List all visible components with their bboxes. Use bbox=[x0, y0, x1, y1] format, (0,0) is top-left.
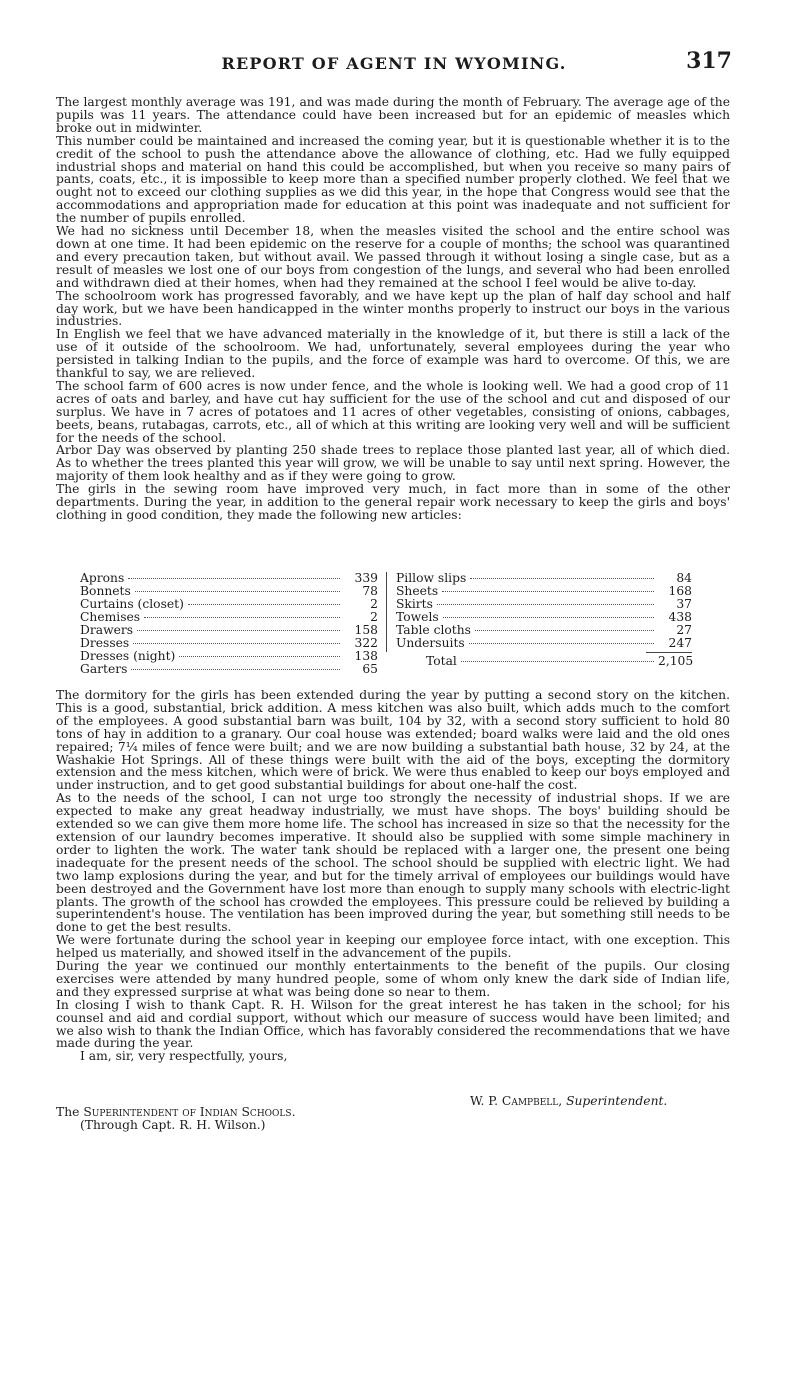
leader-dots bbox=[179, 656, 340, 657]
paragraph: As to the needs of the school, I can not urge too strongly the necessity of industrial shops. If we are expected to make any great headway industrially, we must have shops. The boys' building should be extended so we can give them more home life. The school has increased in size so that the necessity for the extension of our laundry becomes imperative. It should also be supplied with some simple machinery in order to lighten the work. The water tank should be replaced with a larger one, the present one being inadequate for the present needs of the school. The school should be supplied with electric light. We had two lamp explosions during the year, and but for the timely arrival of employees our buildings would have been destroyed and the Government have lost more than enough to supply many schools with electric-light plants. The growth of the school has crowded the employees. This pressure could be relieved by building a superintendent's house. The ventilation has been improved during the year, but something still needs to be done to get the best results. bbox=[56, 791, 730, 935]
paragraph: We had no sickness until December 18, when the measles visited the school and the entire school was down at one time. It had been epidemic on the reserve for a couple of months; the school was quarantined and every precaution taken, but without avail. We passed through it without losing a single case, but as a result of measles we lost one of our boys from congestion of the lungs, and several who had been enrolled and withdrawn died at their homes, when had they remained at the school I feel would be alive to-day. bbox=[56, 224, 730, 290]
article-count: 27 bbox=[676, 623, 692, 637]
leader-dots bbox=[133, 643, 340, 644]
signatory-title: Superintendent. bbox=[566, 1094, 668, 1108]
article-name: Table cloths bbox=[396, 623, 471, 637]
leader-dots bbox=[128, 578, 340, 579]
signatory-name: W. P. Campbell, bbox=[470, 1094, 563, 1108]
body-text-bottom bbox=[56, 689, 730, 1063]
article-count: 84 bbox=[676, 571, 692, 585]
page-number: 317 bbox=[686, 48, 732, 74]
paragraph: The school farm of 600 acres is now under fence, and the whole is looking well. We had a good crop of 11 acres of oats and barley, and have cut hay sufficient for the use of the school and cut and disposed of our surplus. We have in 7 acres of potatoes and 11 acres of other vegetables, consisting of onions, cabbages, beets, beans, rutabagas, carrots, etc., all of which at this writing are looking very well and will be sufficient for the needs of the school. bbox=[56, 378, 730, 445]
body-text-top bbox=[56, 96, 730, 522]
leader-dots bbox=[144, 617, 340, 618]
paragraph: During the year we continued our monthly entertainments to the benefit of the pupils. Our closing exercises were attended by many hundred people, some of whom only knew the dark side of Indian life, and they expressed surprise at what was being done so near to them. bbox=[56, 959, 730, 999]
leader-dots bbox=[437, 604, 654, 605]
table-row bbox=[396, 585, 692, 598]
page-header bbox=[56, 48, 732, 78]
article-count: 65 bbox=[362, 662, 378, 676]
article-count: 2 bbox=[370, 597, 378, 611]
paragraph: The largest monthly average was 191, and was made during the month of February. The average age of the pupils was 11 years. The attendance could have been increased but for an epidemic of measles which broke out in midwinter. bbox=[56, 95, 730, 135]
leader-dots bbox=[188, 604, 340, 605]
articles-left-column bbox=[80, 572, 378, 676]
article-name: Sheets bbox=[396, 584, 439, 598]
leader-dots bbox=[442, 591, 654, 592]
table-row bbox=[396, 598, 692, 611]
article-count: 438 bbox=[668, 610, 692, 624]
total-value: 2,105 bbox=[658, 654, 694, 668]
article-name: Skirts bbox=[396, 597, 433, 611]
paragraph: The girls in the sewing room have improved very much, in fact more than in some of the other departments. During the year, in addition to the general repair work necessary to keep the girls and boys' clothing in good condition, they made the following new articles: bbox=[56, 482, 730, 522]
leader-dots bbox=[469, 643, 654, 644]
article-name: Undersuits bbox=[396, 636, 465, 650]
article-count: 168 bbox=[668, 584, 692, 598]
closing-salutation: I am, sir, very respectfully, yours, bbox=[80, 1049, 288, 1064]
addressee-prefix: The bbox=[56, 1105, 80, 1119]
articles-right-column bbox=[396, 572, 692, 668]
article-name: Aprons bbox=[80, 571, 125, 585]
article-name: Dresses (night) bbox=[80, 649, 176, 663]
article-count: 339 bbox=[354, 571, 378, 585]
total-label: Total bbox=[426, 654, 457, 668]
leader-dots bbox=[461, 661, 654, 662]
paragraph: The schoolroom work has progressed favorably, and we have kept up the plan of half day school and half day work, but we have been handicapped in the winter months properly to instruct our boys in the various industries. bbox=[56, 288, 730, 329]
total-row bbox=[396, 655, 692, 668]
table-row bbox=[396, 637, 692, 650]
article-count: 78 bbox=[362, 584, 378, 598]
addressee-block bbox=[56, 1106, 456, 1132]
leader-dots bbox=[443, 617, 654, 618]
articles-table bbox=[80, 572, 692, 680]
paragraph: In closing I wish to thank Capt. R. H. Wilson for the great interest he has taken in the school; for his counsel and aid and cordial support, without which our measure of success would have been limited; and we also wish to thank the Indian Office, which has favorably considered the recommendations that we have made during the year. bbox=[56, 997, 730, 1051]
leader-dots bbox=[470, 578, 654, 579]
article-name: Drawers bbox=[80, 623, 134, 637]
paragraph: In English we feel that we have advanced materially in the knowledge of it, but there is still a lack of the use of it outside of the schoolroom. We had, unfortunately, several employees during the year who persisted in talking Indian to the pupils, and the force of example was hard to overcome. Of this, we are thankful to say, we are relieved. bbox=[56, 327, 730, 381]
article-name: Dresses bbox=[80, 636, 130, 650]
article-count: 322 bbox=[354, 636, 378, 650]
leader-dots bbox=[137, 630, 340, 631]
paragraph: The dormitory for the girls has been extended during the year by putting a second story on the kitchen. This is a good, substantial, brick addition. A mess kitchen was also built, which adds much to the comfort of the employees. A good substantial barn was built, 104 by 32, with a second story sufficient to hold 80 tons of hay in addition to a granary. Our coal house was extended; board walks were laid and the old ones repaired; 7¼ miles of fence were built; and we are now building a substantial bath house, 32 by 24, at the Washakie Hot Springs. All of these things were built with the aid of the boys, excepting the dormitory extension and the mess kitchen, which were of brick. We were thus enabled to keep our boys employed and under instruction, and to get good substantial buildings for about one-half the cost. bbox=[56, 688, 730, 793]
article-name: Garters bbox=[80, 662, 128, 676]
article-name: Bonnets bbox=[80, 584, 131, 598]
signature-block bbox=[470, 1095, 770, 1108]
addressee-through: (Through Capt. R. H. Wilson.) bbox=[80, 1118, 266, 1132]
table-row bbox=[80, 663, 378, 676]
article-name: Curtains (closet) bbox=[80, 597, 184, 611]
article-count: 138 bbox=[354, 649, 378, 663]
addressee-office: Superintendent of Indian Schools. bbox=[83, 1105, 296, 1119]
total-rule bbox=[646, 652, 692, 653]
article-count: 2 bbox=[370, 610, 378, 624]
running-title: REPORT OF AGENT IN WYOMING. bbox=[221, 54, 567, 73]
paragraph: This number could be maintained and increased the coming year, but it is questionable whether it is to the credit of the school to push the attendance above the allowance of clothing, etc. Had we fully equipped industrial shops and material on hand this could be accomplished, but when you receive so many pairs of pants, coats, etc., it is impossible to keep more than a specified number properly clothed. We feel that we ought not to exceed our clothing supplies as we did this year, in the hope that Congress would see that the accommodations and appropriation made for education at this point was inadequate and not sufficient for the number of pupils enrolled. bbox=[56, 133, 730, 226]
article-name: Pillow slips bbox=[396, 571, 467, 585]
leader-dots bbox=[131, 669, 340, 670]
leader-dots bbox=[475, 630, 654, 631]
table-row bbox=[396, 572, 692, 585]
leader-dots bbox=[135, 591, 340, 592]
column-divider bbox=[386, 572, 387, 652]
article-count: 247 bbox=[668, 636, 692, 650]
article-count: 37 bbox=[676, 597, 692, 611]
article-name: Towels bbox=[396, 610, 439, 624]
paragraph: Arbor Day was observed by planting 250 shade trees to replace those planted last year, all of which died. As to whether the trees planted this year will grow, we will be unable to say until next spring. However, the majority of them look healthy and as if they were going to grow. bbox=[56, 443, 730, 484]
paragraph: We were fortunate during the school year in keeping our employee force intact, with one exception. This helped us materially, and showed itself in the advancement of the pupils. bbox=[56, 933, 730, 961]
article-name: Chemises bbox=[80, 610, 141, 624]
article-count: 158 bbox=[354, 623, 378, 637]
